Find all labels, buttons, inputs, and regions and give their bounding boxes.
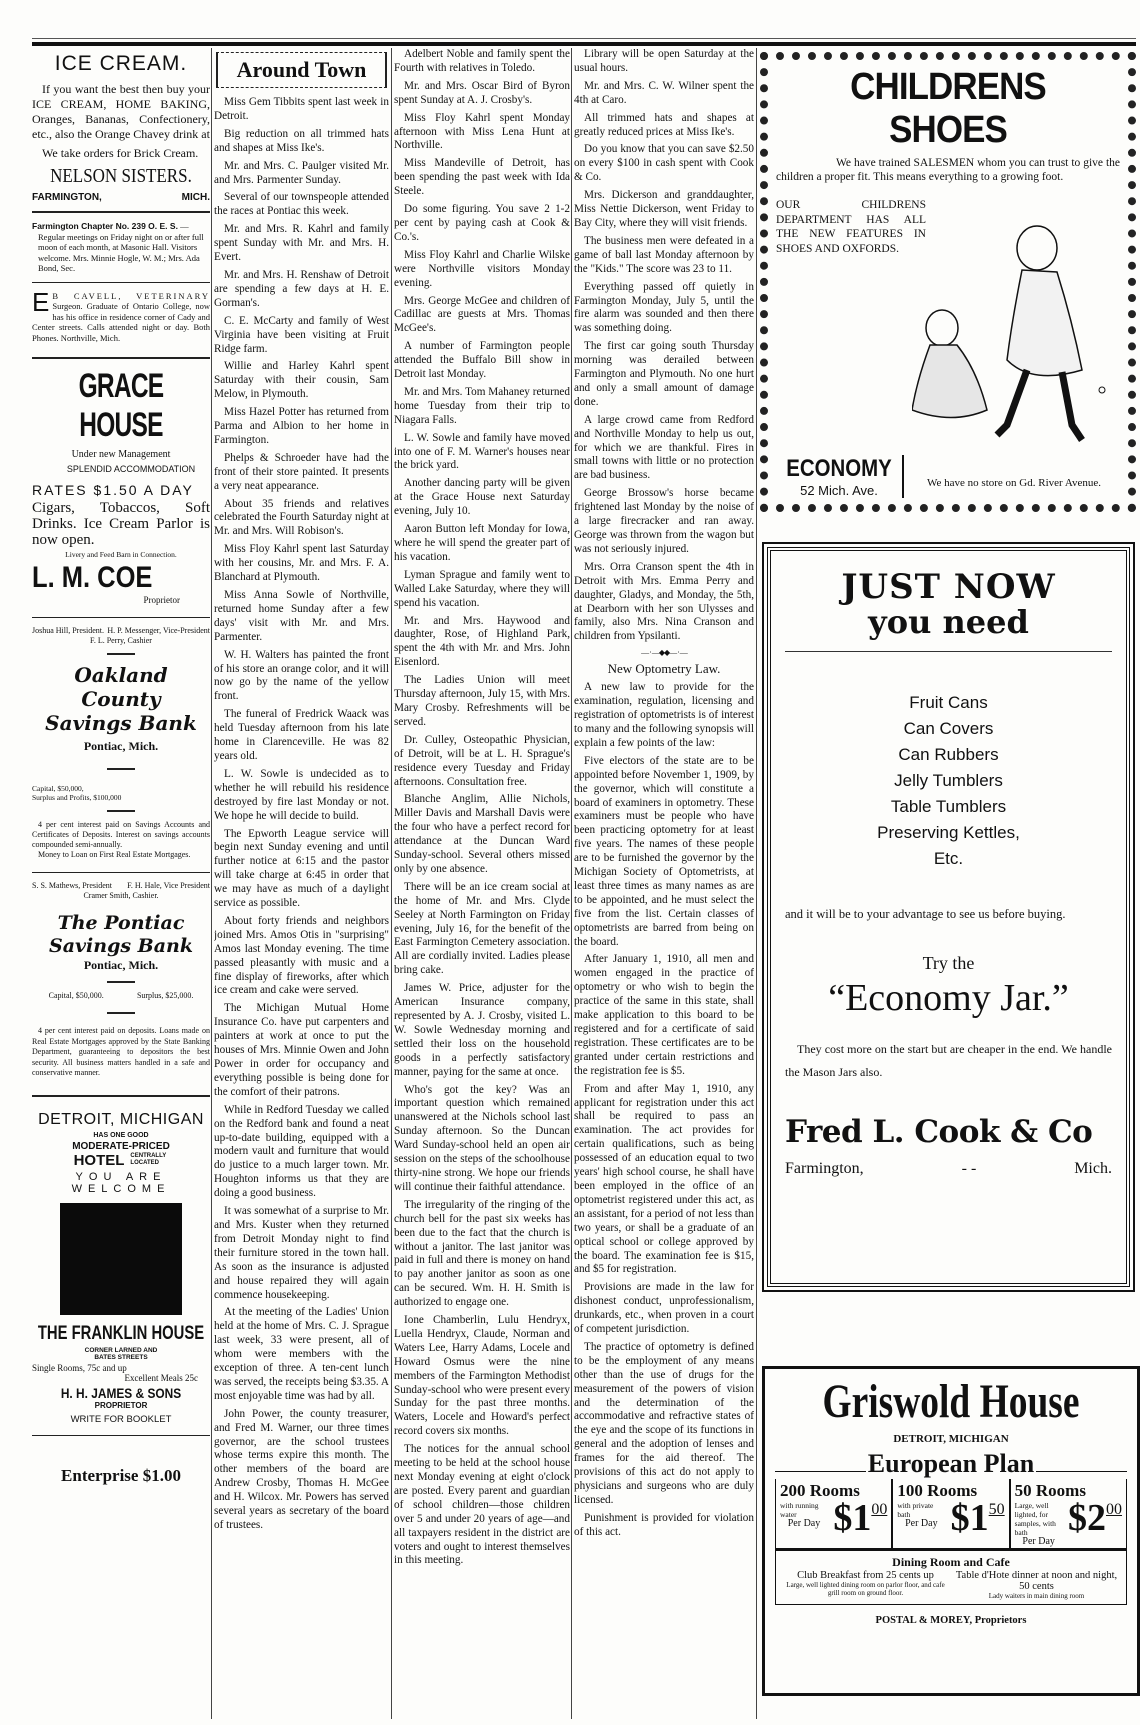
kneeling-girl-head [926,310,958,346]
product-item: Jelly Tumblers [894,771,1003,790]
product-item: Preserving Kettles, [877,823,1020,842]
news-item: At the meeting of the Ladies' Union held at the home of Mrs. C. J. Sprague last week, 33 were present, all of whom were members with the exception of three. A ten-cent lunch was served, the receipts being $3.35. A most enjoyable time was had by all. [214,1306,389,1402]
hotel-photo [60,1203,182,1315]
news-column-3 [394,48,570,1572]
news-item: Another dancing party will be given at the Grace House next Saturday evening, July 10. [394,477,570,518]
news-item: It was somewhat of a surprise to Mr. and Mrs. Kuster when they returned from Detroit Monday night to find their furniture stored in the town hall. As soon as the insurance is adjusted and house repaired they will again commence housekeeping. [214,1205,389,1301]
store-address: 52 Mich. Ave. [800,483,878,498]
article-title: New Optometry Law. [607,661,721,677]
line1: HAS ONE GOOD [93,1131,149,1139]
around-town-header [216,52,387,88]
divider [32,357,210,359]
hotel-meals: Excellent Meals 25c [124,1372,198,1383]
masthead-thin-rule [32,38,1136,39]
rates-line: RATES $1.50 A DAY [32,482,194,498]
headline: JUST NOW [841,567,1056,607]
ornamental-divider: — · —◆◆— · — [641,648,687,658]
livery-line: Livery and Feed Barn in Connection. [65,550,177,559]
masthead-rule [32,42,1136,46]
product-item: Table Tumblers [890,797,1007,816]
news-item: Mrs. George McGee and children of Cadillac are guests at Mrs. Thomas McGee's. [394,294,570,335]
city-heading: DETROIT, MICHIGAN [38,1110,204,1128]
news-item: The Epworth League service will begin next Sunday evening and until further notice at 6:15 and the pastor will take charge at 6:45 in order that we may have as much of a daylight service as possible. [214,827,389,910]
divider [107,810,135,812]
welcome-line: YOU ARE WELCOME [71,1170,171,1195]
items-list [785,690,1112,872]
breakfast: Club Breakfast from 25 cents up [797,1570,934,1581]
proprietors: POSTAL & MOREY, Proprietors [875,1615,1027,1626]
firm-location [785,1160,1112,1178]
article-paragraph: From and after May 1, 1910, any applicant for registration under this act shall be required to pass an examination. The act provides for certain qualifications, such as being possessed of an education equal to two years' high school course, he shall have been employed in the office of an optometrist registered under this act, as an assistant, for a period of not less than two years, or shall be a graduate of an optical school or college approved by the board. The examination fee is $15, and $5 for registration. [574,1082,754,1276]
news-item: The business men were defeated in a game of ball last Monday afternoon by the "Kids." The score was 23 to 11. [574,234,754,275]
news-item: Mr. and Mrs. C. W. Wilner spent the 4th at Caro. [574,79,754,106]
news-items [214,96,389,1533]
firm-town: Farmington, [785,1160,864,1177]
childrens-shoes-ad [760,52,1136,512]
news-item: Miss Anna Sowle of Northville, returned home Sunday after a few days' visit with Mr. and Mrs. Parmenter. [214,589,389,643]
cost-line: They cost more on the start but are cheaper in the end. We handle the Mason Jars also. [785,1042,1112,1079]
grace-body: Cigars, Tobaccos, Soft Drinks. Ice Cream Parlor is now open. [32,500,210,548]
news-item: Dr. Culley, Osteopathic Physician, of Detroit, will be at L. H. Sprague's residence every Tuesday and Friday afternoons. Consultation free. [394,733,570,788]
chapter-body: —Regular meetings on Friday night on or after full moon of each month, at Masonic Hall. Visitors welcome. Mrs. Minnie Hogle, W. M.; Mrs. Ada Bond, Sec. [38,221,204,273]
news-item: L. W. Sowle and family have moved into one of F. M. Warner's houses near the brick yard. [394,431,570,472]
girl-dress [1007,270,1082,376]
news-item: Do some figuring. You save 2 1-2 per cent by paying cash at Cook & Co.'s. [394,203,570,243]
article-paragraph: Five electors of the state are to be appointed before November 1, 1909, by the governor, which will constitute a board of examiners in optometry. These examiners must be people who have been practicing optometry for at least five years. The names of these people are to be furnished the governor by the Michigan Society of Optometrists, at least three times as many names as are to be appointed, and he must select the five from the list. Certain classes of optometrists are barred from being on the board. [574,754,754,948]
divider [107,768,135,770]
veterinary-notice [32,286,210,344]
divider [107,1012,135,1014]
product-item: Etc. [933,849,964,868]
officer: F. H. Hale, Vice President [127,881,210,890]
divider [32,617,210,618]
news-item: Mrs. Orra Cranson spent the 4th in Detroit with Mrs. Emma Perry and daughter, Gladys, and Monday, the 5th, at Dearborn with her son Ulysses and family, also Mrs. Nina Cranson and children from Ypsilanti. [574,560,754,643]
room-price-dollars: $2 [1067,1497,1106,1539]
plan-heading [775,1449,1127,1479]
divider [32,1095,210,1097]
two-girls-trying-shoes-illustration [912,210,1112,465]
ad-orders: We take orders for Brick Cream. [42,146,199,160]
bank-interest: 4 per cent interest paid on Savings Accounts and Certificates of Deposits. Interest on savings accounts compounded semi-annually. [32,820,210,849]
room-per: Per Day [905,1518,938,1529]
bank-capital-row [32,991,210,1000]
chapter-name: Farmington Chapter No. 239 O. E. S. [32,221,178,231]
bank-surplus: Surplus and Profits, $100,000 [32,793,122,802]
room-price-cents: 00 [1105,1501,1122,1518]
room-rate [776,1479,893,1548]
article-body [574,681,754,1539]
news-item: Ione Chamberlin, Lulu Hendryx, Luella Hendryx, Claude, Norman and Waters Lee, Harry Adams, Locele and Howard Osmus were the nine members of the Farmington Methodist Sunday-school who were present every Sunday for the past three months. Waters, Locele and Howard's perfect record covers six months. [394,1314,570,1438]
news-item: The Michigan Mutual Home Insurance Co. have put carpenters and painters at work at once to put the houses of Mrs. Minnie Owen and John Power in order for occupancy and everything possible is being done for the comfort of their patrons. [214,1002,389,1098]
kneeling-girl-dress [912,345,987,418]
news-item: John Power, the county treasurer, and Fred M. Warner, our three times governor, are the school trustees whose terms expire this month. The other members of the board are Andrew Crosby, Thomas H. McGee and H. Wilcox. Mr. Powers has served several years as secretary of the board of trustees. [214,1407,389,1531]
breakfast-info [780,1570,951,1600]
bank-loans: Money to Loan on First Real Estate Mortgages. [38,850,191,859]
article-paragraph: Provisions are made in the law for dishonest conduct, unprofessionalism, drunkards, etc., when proven in a court of competent jurisdiction. [574,1281,754,1336]
room-count: 200 Rooms [780,1481,860,1500]
news-item: James W. Price, adjuster for the American Insurance company, represented by A. J. Crosby, visited L. W. Sowle Wednesday morning and settled their loss on the household goods in a perfectly satisfactory manner, paying for the same at once. [394,982,570,1078]
officer: S. S. Mathews, President [32,881,112,890]
bank-city: Pontiac, Mich. [83,958,159,972]
news-item: Mr. and Mrs. R. Kahrl and family spent Sunday with Mr. and Mrs. H. Evert. [214,223,389,264]
section-title: Around Town [236,57,367,82]
news-item: A number of Farmington people attended the Buffalo Bill show in Detroit last Monday. [394,340,570,381]
hotel-city: DETROIT, MICHIGAN [893,1433,1009,1445]
store-note: We have no store on Gd. River Avenue. [927,477,1101,489]
news-item: L. W. Sowle is undecided as to whether he will rebuild his residence destroyed by fire last Monday or not. We hope he will decide to build. [214,767,389,822]
news-item: Mr. and Mrs. Tom Mahaney returned home Tuesday from their trip to Niagara Falls. [394,385,570,426]
news-items [394,48,570,1568]
dining-section [775,1549,1127,1605]
copyright-mark [1099,387,1105,393]
ad-title: GRACE HOUSE [78,367,164,444]
room-rate [1011,1479,1126,1548]
line2: MODERATE-PRICED [72,1140,170,1152]
owner-name: L. M. COE [32,561,153,594]
news-item: Willie and Harley Kahrl spent Saturday with their cousin, Sam Melow, in Plymouth. [214,360,389,401]
breakfast-note: Large, well lighted dining room on parlor floor, and cafe grill room on ground floor. [786,1581,945,1597]
news-item: Do you know that you can save $2.50 on every $100 in cash spent with Cook & Co. [574,143,754,184]
news-column-2 [214,48,389,1537]
news-item: Miss Floy Kahrl spent last Saturday with her cousins, Mr. and Mrs. F. A. Blanchard at Plymouth. [214,543,389,584]
bank-name: Savings Bank [48,935,194,957]
bank-surplus: Surplus, $25,000. [136,991,194,1000]
column-rule [391,48,392,1719]
column-rule [756,48,757,1719]
hotel-owner: H. H. JAMES & SONS [60,1384,182,1401]
enterprise-price: Enterprise $1.00 [61,1465,181,1485]
officer: Joshua Hill, President. [32,626,104,635]
grace-house-ad [32,367,210,605]
news-item: Several of our townspeople attended the races at Pontiac this week. [214,191,389,218]
news-item: Big reduction on all trimmed hats and shapes at Miss Ike's. [214,127,389,154]
bank-name: Oakland County [74,663,168,711]
news-item: A large crowd came from Redford and Northville Monday to help us out, for which we are thankful. Fires in small towns with little or no protection are bad business. [574,413,754,482]
news-item: Library will be open Saturday at the usual hours. [574,48,754,74]
franklin-house-ad [32,1111,210,1425]
room-per: Per Day [1022,1536,1055,1547]
news-item: About 35 friends and relatives celebrated the Fourth Saturday night at Mr. and Mrs. Will Robison's. [214,497,389,538]
bank-officers [32,881,210,891]
hotel-owner-role: PROPRIETOR [94,1400,148,1410]
news-item: There will be an ice cream social at the home of Mr. and Mrs. Clyde Seeley at North Farmington on Friday evening, July 16, for the benefit of the East Farmington Cemetery association. All are cordially invited. Ladies please bring cake. [394,880,570,977]
firm-dashes: - - [961,1160,977,1177]
plan-title: European Plan [867,1449,1035,1478]
subheadline: you need [868,603,1029,641]
column-rule [571,48,572,1719]
news-column-4 [574,48,754,1544]
bank-capital: Capital, $50,000. [48,991,104,1000]
officer: H. P. Messenger, Vice-President [107,626,210,635]
ad-intro: We have trained SALESMEN whom you can trust to give the children a proper fit. This means everything to a growing foot. [776,157,1120,183]
product-item: Can Rubbers [898,745,999,764]
hotel-word: HOTEL [73,1151,125,1169]
news-item: The first car going south Thursday morning was derailed between Farmington and Plymouth. No one hurt and only a small amount of damage done. [574,340,754,408]
vet-heading: B CAVELL, VETERINARY [52,290,210,301]
news-item: C. E. McCarty and family of West Virginia have been visiting at Fruit Ridge farm. [214,314,389,355]
ad-location [32,192,210,203]
girl-leg [1062,372,1082,440]
news-item: Lyman Sprague and family went to Walled Lake Saturday, where they will spend his vacation. [394,568,570,609]
news-item: Mr. and Mrs. C. Paulger visited Mr. and Mrs. Parmenter Sunday. [214,159,389,186]
bank-name: Savings Bank [45,711,197,735]
ad-town: FARMINGTON, [32,192,102,203]
divider [785,651,1112,652]
news-item: The notices for the annual school meeting to be held at the school house next Monday evening at eight o'clock are posted. Every parent and guardian of school children—those children over 5 and under 20 years of age—and all taxpayers resident in the district are voters and ought to interest themselves in this meeting. [394,1443,570,1567]
room-price-dollars: $1 [833,1497,872,1539]
bank-officers [32,626,210,636]
ad-department: OUR CHILDRENS DEPARTMENT HAS ALL THE NEW FEATURES IN SHOES AND OXFORDS. [776,199,926,255]
product-item: Fruit Cans [909,693,988,712]
bank-city: Pontiac, Mich. [83,739,159,753]
article-paragraph: A new law to provide for the examination, regulation, licensing and registration of optometrists is of interest to many and the following synopsis will explain a few points of the law: [574,681,754,749]
news-item: While in Redford Tuesday we called on the Redford bank and found a neat up-to-date building, equipped with a modern vault and furniture that would do justice to a much larger town. Mr. Houghton informs us that they are doing a good business. [214,1103,389,1200]
room-desc: Large, well lighted, for samples, with bath [1014,1501,1056,1537]
room-price-cents: 50 [988,1501,1005,1518]
store-block [776,455,904,498]
hotel-line [32,1152,210,1169]
ad-state: MICH. [181,192,210,203]
hotel-title: Griswold House [822,1375,1080,1428]
located-note: CENTRALLY LOCATED [130,1153,167,1166]
room-price-dollars: $1 [950,1497,989,1539]
dining-title: Dining Room and Cafe [892,1555,1010,1569]
divider [32,872,210,873]
dinner-note: Lady waiters in main dining room [988,1592,1085,1600]
officer: F. L. Perry, Cashier [90,636,152,645]
news-item: Miss Gem Tibbits spent last week in Detroit. [214,96,389,122]
article-paragraph: The practice of optometry is defined to be the employment of any means other than the use of drugs for the measurement of the powers of vision and the determination of the accommodative and refractive states of the eye and the scope of its functions in general and the adoption of lenses and frames for the aid thereof. The provisions of this act do not apply to physicians and surgeons who are duly licensed. [574,1340,754,1506]
news-item: The funeral of Fredrick Waack was held Tuesday afternoon from his late home in Clarenceville. He was 82 years old. [214,708,389,762]
ad-title: CHILDRENS SHOES [850,66,1046,151]
try-line: Try the [922,953,975,973]
ad-title: ICE CREAM. [54,52,188,75]
owner-role: Proprietor [143,595,180,605]
room-rates [775,1479,1127,1549]
news-item: Miss Floy Kahrl spent Monday afternoon with Miss Lena Hunt at Northville. [394,111,570,152]
news-item: Mrs. Dickerson and granddaughter, Miss Nettie Dickerson, went Friday to Bay City, where they will visit friends. [574,189,754,229]
griswold-house-ad [762,1366,1140,1696]
bank-capital: Capital, $50,000, [32,784,84,793]
news-item: Miss Hazel Potter has returned from Parma and Albion to her home in Farmington. [214,406,389,446]
officer: Cramer Smith, Cashier. [83,891,159,900]
girl-leg [997,370,1027,435]
ice-cream-ad [32,52,210,203]
room-count: 100 Rooms [897,1481,978,1500]
oakland-bank-ad [32,626,210,860]
accommodation-line: SPLENDID ACCOMMODATION [66,464,196,474]
hotel-name: THE FRANKLIN HOUSE [37,1322,205,1344]
firm-name: Fred L. Cook & Co [785,1114,1093,1150]
room-per: Per Day [787,1518,821,1529]
jar-name: “Economy Jar.” [828,977,1069,1019]
room-rate [893,1479,1010,1548]
news-item: Everything passed off quietly in Farmington Monday, July 5, until the fire alarm was sounded and then there was something doing. [574,280,754,335]
firm-state: Mich. [1074,1160,1112,1177]
news-item: W. H. Walters has painted the front of his store an orange color, and it will now go by the name of the yellow front. [214,648,389,703]
product-item: Can Covers [903,719,994,738]
hotel-corner: CORNER LARNED AND BATES STREETS [84,1346,158,1361]
news-item: The irregularity of the ringing of the church bell for the past six weeks has been due to the fact that the church is without a janitor. The last janitor was paid in full and there is money on hand to pay another janitor as soon as one can be secured. Wm. H. H. Smith is authorized to engage one. [394,1198,570,1309]
news-item: Miss Mandeville of Detroit, has been spending the past week with Ida Steele. [394,157,570,198]
divider [107,653,135,655]
divider [107,981,135,983]
ad-firm: NELSON SISTERS. [50,165,192,187]
news-item: George Brossow's horse became frightened last Monday by the noise of a large firecracker and ran away. George was thrown from the wagon but was not seriously injured. [574,487,754,555]
news-item: The Ladies Union will meet Thursday afternoon, July 15, with Mrs. Mary Crosby. Refreshments will be served. [394,674,570,728]
article-paragraph: Punishment is provided for violation of this act. [574,1511,754,1538]
girl-head [1017,226,1057,270]
room-price-cents: 00 [871,1501,888,1518]
room-desc: with private bath [897,1501,934,1519]
cook-company-ad [767,547,1130,1287]
news-item: Miss Floy Kahrl and Charlie Wilske were Northville visitors Monday evening. [394,248,570,289]
news-item: Mr. and Mrs. H. Renshaw of Detroit are spending a few days at H. E. Gorman's. [214,268,389,309]
hotel-rooms: Single Rooms, 75c and up [32,1362,127,1373]
news-items [574,48,754,644]
news-item: About forty friends and neighbors joined Mrs. Amos Otis in "surprising" Amos last Monday evening. The time passed pleasantly with music and a fine display of fireworks, after which ice cream and cake were served. [214,914,389,997]
dinner: Table d'Hote dinner at noon and night, 50 cents [955,1570,1118,1592]
bank-name: The Pontiac [57,912,185,934]
room-count: 50 Rooms [1014,1481,1086,1500]
news-item: Mr. and Mrs. Haywood and daughter, Rose, of Highland Park, spent the 4th with Mr. and Mrs. John Eisenlord. [394,614,570,669]
pontiac-bank-ad [32,881,210,1079]
news-item: Blanche Anglim, Allie Nichols, Miller Davis and Marshall Davis were the four who have a perfect record for attendance at the Duncan Ward Sunday-school. Several others missed only by one absence. [394,793,570,875]
divider [32,1435,210,1436]
article-paragraph: After January 1, 1910, all men and women engaged in the practice of optometry or who wish to begin the practice of the same in this state, shall make application to this board to be registered and for a certificate of said registration. These certificates are to be granted under certain restrictions and the registration fee is $5. [574,953,754,1077]
rule [775,1471,866,1472]
news-item: All trimmed hats and shapes at greatly reduced prices at Miss Ike's. [574,111,754,138]
rule [1036,1471,1127,1472]
news-item: Adelbert Noble and family spent the Fourth with relatives in Toledo. [394,48,570,74]
chapter-notice [32,221,210,274]
news-item: Mr. and Mrs. Oscar Bird of Byron spent Sunday at A. J. Crosby's. [394,79,570,106]
management-line: Under new Management [71,449,171,460]
booklet-link: WRITE FOR BOOKLET [70,1413,172,1425]
advantage-line: and it will be to your advantage to see us before buying. [785,907,1066,921]
vet-initial: E [32,286,50,317]
news-item: Aaron Button left Monday for Iowa, where he will spend the greater part of his vacation. [394,523,570,563]
column-rule [211,48,212,1719]
vet-body: Surgeon. Graduate of Ontario College, now has his office in residence corner of Cady and Center streets. Calls attended night or day. Both Phones. Northville, Mich. [32,301,210,343]
ads-column-left [32,48,210,1486]
room-desc: with running water [780,1501,819,1519]
store-name: ECONOMY [786,455,892,482]
ad-body: If you want the best then buy your ICE CREAM, HOME BAKING, Oranges, Bananas, Confectionery, etc., also the Orange Chavey drink at [32,82,210,141]
news-item: Who's got the key? Was an important question which remained unanswered at the Nichols school last Sunday afternoon. So the Duncan Ward Sunday-school held an open air session on the steps of the schoolhouse thirty-nine strong. We hope our friends will continue their faithful attendance. [394,1083,570,1193]
divider [32,211,210,213]
dinner-info [951,1570,1122,1600]
divider [32,282,210,283]
bank-body: 4 per cent interest paid on deposits. Loans made on Real Estate Mortgages approved by the State Banking Department, guaranteeing to depositors the best security. All business matters handled in a safe and conservative manner. [32,1026,210,1077]
news-item: Phelps & Schroeder have had the front of their store painted. It presents a very neat appearance. [214,451,389,492]
